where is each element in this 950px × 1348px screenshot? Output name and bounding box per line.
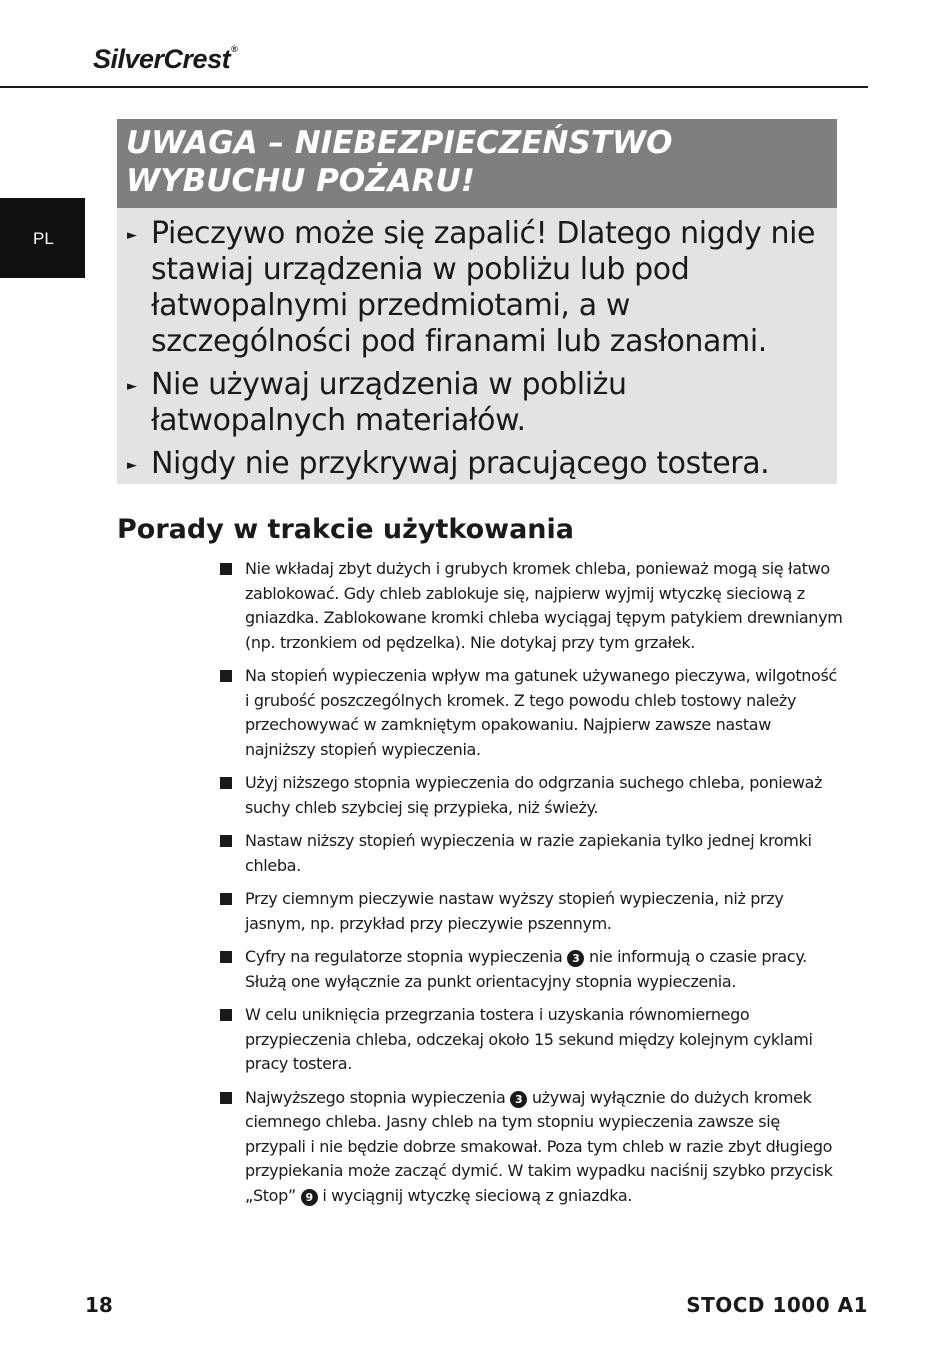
tip-item: [219, 1086, 844, 1209]
warning-item-text: Nie używaj urządzenia w pobliżu łatwopalnych materiałów.: [151, 367, 627, 438]
reference-number-badge: 9: [301, 1189, 318, 1206]
square-bullet-icon: [220, 670, 232, 682]
square-bullet-icon: [220, 835, 232, 847]
page-number: 18: [85, 1293, 113, 1317]
warning-item-text: Nigdy nie przykrywaj pracującego tostera.: [151, 446, 770, 481]
warning-title-line-1: UWAGA – NIEBEZPIECZEŃSTWO: [126, 125, 673, 161]
reference-number-badge: 3: [567, 950, 584, 967]
tip-text: Nastaw niższy stopień wypieczenia w razie zapiekania tylko jednej kromki chleba.: [245, 831, 812, 875]
tip-item: [219, 945, 844, 994]
triangle-bullet-icon: ►: [127, 379, 137, 394]
square-bullet-icon: [220, 563, 232, 575]
square-bullet-icon: [220, 1009, 232, 1021]
tip-text: Na stopień wypieczenia wpływ ma gatunek używanego pieczywa, wilgotność i grubość poszczególnych kromek. Z tego powodu chleb tostowy należy przechowywać w zamkniętym opakowaniu. Najpierw zawsze nastaw najniższy stopień wypieczenia.: [245, 666, 837, 759]
registered-mark: ®: [231, 44, 238, 54]
square-bullet-icon: [220, 893, 232, 905]
tip-item: [219, 1003, 844, 1077]
tip-item: [219, 829, 844, 878]
tip-item: [219, 557, 844, 655]
tip-text-part: nie informują o czasie pracy. Służą one wyłącznie za punkt orientacyjny stopnia wypieczenia.: [245, 947, 807, 991]
language-tab: PL: [0, 198, 85, 278]
brand-logo-text: SilverCrest: [93, 44, 231, 74]
tips-list: [219, 557, 844, 1217]
square-bullet-icon: [220, 951, 232, 963]
warning-box: [117, 119, 837, 484]
brand-logo: [93, 44, 237, 75]
tip-item: [219, 771, 844, 820]
tip-text: Przy ciemnym pieczywie nastaw wyższy stopień wypieczenia, niż przy jasnym, np. przykład przy pieczywie pszennym.: [245, 889, 784, 933]
square-bullet-icon: [220, 777, 232, 789]
warning-title: [117, 119, 837, 208]
tip-item: [219, 887, 844, 936]
reference-number-badge: 3: [510, 1091, 527, 1108]
tip-text: Nie wkładaj zbyt dużych i grubych kromek chleba, ponieważ mogą się łatwo zablokować. Gdy chleb zablokuje się, najpierw wyjmij wtyczkę sieciową z gniazdka. Zablokowane kromki chleba wyciągaj tępym patykiem drewnianym (np. trzonkiem od pędzelka). Nie dotykaj przy tym grzałek.: [245, 559, 843, 652]
warning-item: [127, 446, 829, 482]
warning-title-line-2: WYBUCHU POŻARU!: [126, 163, 475, 199]
tip-item: [219, 664, 844, 762]
warning-item: [127, 367, 829, 439]
section-title: Porady w trakcie użytkowania: [117, 514, 574, 545]
tip-text-part: Cyfry na regulatorze stopnia wypieczenia: [245, 947, 568, 966]
triangle-bullet-icon: ►: [127, 228, 137, 243]
warning-item: [127, 216, 829, 360]
warning-item-text: Pieczywo może się zapalić! Dlatego nigdy nie stawiaj urządzenia w pobliżu lub pod łatwopalnymi przedmiotami, a w szczególności pod firanami lub zasłonami.: [151, 216, 816, 359]
warning-list: [117, 208, 837, 482]
triangle-bullet-icon: ►: [127, 458, 137, 473]
tip-text-part: używaj wyłącznie do dużych kromek ciemnego chleba. Jasny chleb na tym stopniu wypieczenia zawsze się przypali i nie będzie dobrze smakował. Poza tym chleb w razie zbyt długiego przypiekania może zacząć dymić. W takim wypadku naciśnij szybko przycisk „Stop”: [245, 1087, 833, 1205]
tip-text-part: Najwyższego stopnia wypieczenia: [245, 1087, 511, 1107]
tip-text-part: i wyciągnij wtyczkę sieciową z gniazdka.: [317, 1185, 633, 1205]
model-name: STOCD 1000 A1: [686, 1293, 868, 1317]
tip-text: Użyj niższego stopnia wypieczenia do odgrzania suchego chleba, ponieważ suchy chleb szybciej się przypieka, niż świeży.: [245, 773, 823, 817]
square-bullet-icon: [220, 1092, 232, 1104]
header-rule: [0, 86, 868, 88]
tip-text: W celu uniknięcia przegrzania tostera i uzyskania równomiernego przypieczenia chleba, odczekaj około 15 sekund między kolejnym cyklami pracy tostera.: [245, 1005, 813, 1073]
